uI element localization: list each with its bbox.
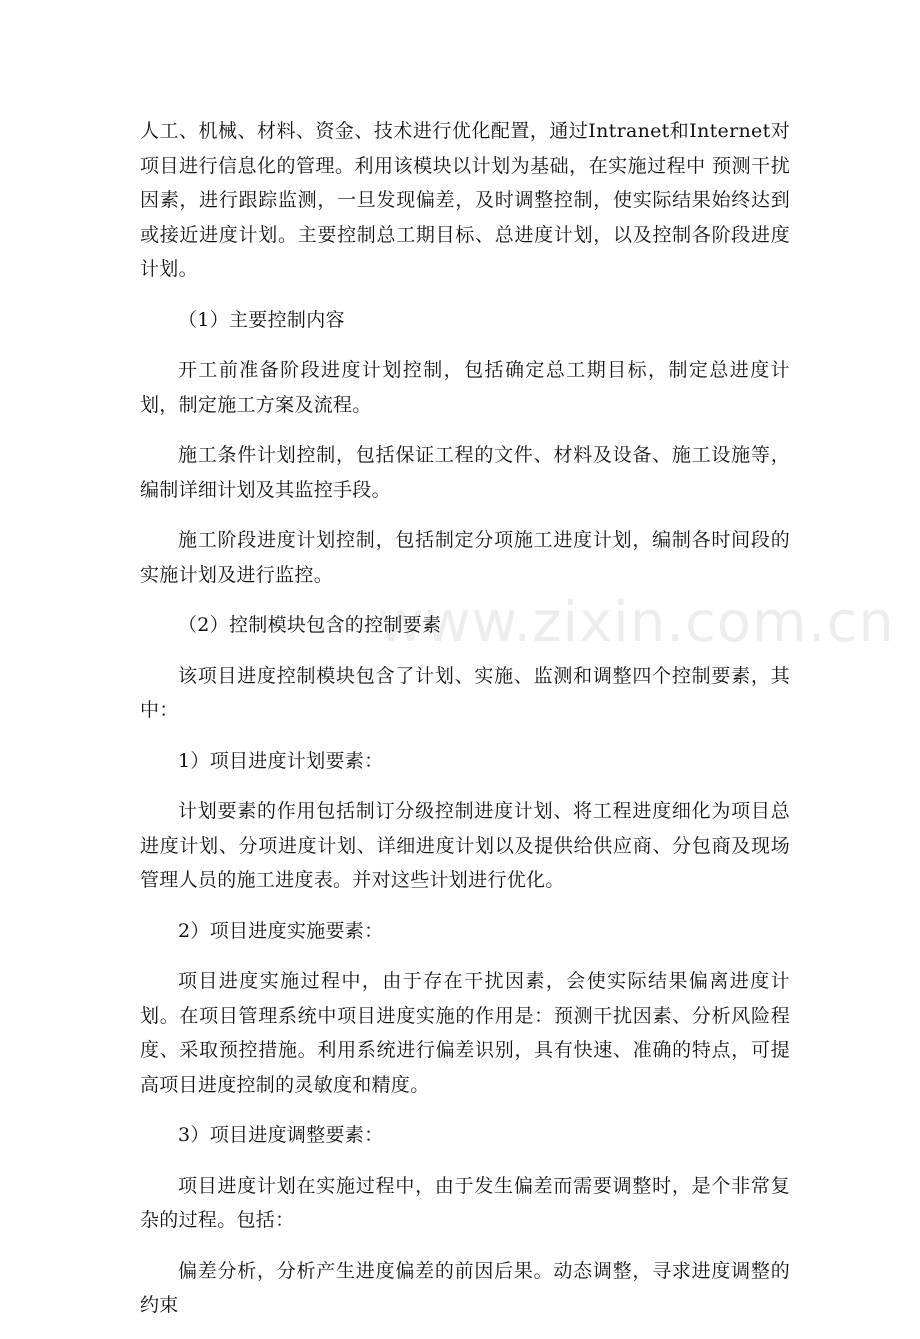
watermark: www.zixin.com.cn bbox=[378, 590, 895, 655]
paragraph-implementation-element: 项目进度实施过程中，由于存在干扰因素，会使实际结果偏离进度计划。在项目管理系统中项目进度实施的作用是：预测干扰因素、分析风险程度、采取预控措施。利用系统进行偏差识别，具有快速、准确的特点，可提高项目进度控制的灵敏度和精度。 bbox=[140, 970, 790, 1096]
heading-control-elements: （2）控制模块包含的控制要素 bbox=[178, 614, 442, 636]
paragraph-deviation-analysis: 偏差分析，分析产生进度偏差的前因后果。动态调整，寻求进度调整的约束 bbox=[140, 1259, 790, 1316]
subheading-adjustment-element: 3）项目进度调整要素： bbox=[178, 1124, 384, 1146]
subheading-implementation-element: 2）项目进度实施要素： bbox=[178, 919, 384, 942]
paragraph-adjustment-element: 项目进度计划在实施过程中，由于发生偏差而需要调整时，是个非常复杂的过程。包括： bbox=[140, 1174, 790, 1231]
subheading-plan-element: 1）项目进度计划要素： bbox=[178, 749, 384, 772]
paragraph-plan-element: 计划要素的作用包括制订分级控制进度计划、将工程进度细化为项目总进度计划、分项进度计划、详细进度计划以及提供给供应商、分包商及现场管理人员的施工进度表。并对这些计划进行优化。 bbox=[140, 800, 790, 891]
paragraph-four-control-elements: 该项目进度控制模块包含了计划、实施、监测和调整四个控制要素，其中： bbox=[140, 664, 790, 721]
paragraph-pre-construction-control: 开工前准备阶段进度计划控制，包括确定总工期目标，制定总进度计划，制定施工方案及流程。 bbox=[140, 359, 790, 416]
heading-main-control-content: （1）主要控制内容 bbox=[178, 308, 345, 331]
paragraph-construction-stage-control: 施工阶段进度计划控制，包括制定分项施工进度计划，编制各时间段的实施计划及进行监控。 bbox=[140, 529, 790, 586]
paragraph-construction-condition-control: 施工条件计划控制，包括保证工程的文件、材料及设备、施工设施等，编制详细计划及其监控手段。 bbox=[140, 444, 790, 501]
paragraph-intro-continuation: 人工、机械、材料、资金、技术进行优化配置，通过Intranet和Internet对项目进行信息化的管理。利用该模块以计划为基础，在实施过程中 预测干扰因素，进行跟踪监测，一旦发现偏差，及时调整控制，使实际结果始终达到或接近进度计划。主要控制总工期目标、总进度计划，以及控制各阶段进度计划。 bbox=[140, 120, 790, 280]
document-body bbox=[140, 114, 790, 1339]
